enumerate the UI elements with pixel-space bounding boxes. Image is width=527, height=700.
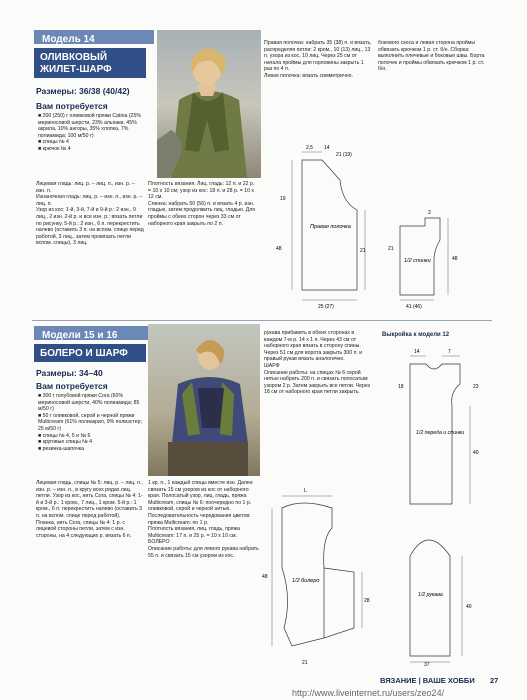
front-dim-left-upper: 19 <box>280 196 286 202</box>
back-dim-height: 48 <box>452 256 458 262</box>
model-14-col2: Плотность вязания. Лиц. гладь: 12 п. и 22 р. = 10 х 10 см; узор из кос: 18 п. и 28 р. = 10 х 12 см. Спинка: набрать 50 (56) п. и вязать 4 р. изн. гладью, затем продолжить лиц. гладью. Для проймы с обеих сторон через 33 см от наборного края закрыть по 2 п. <box>148 181 256 227</box>
pattern-dim-r1: 23 <box>473 384 479 390</box>
model-14-col4: бокового скоса и левая сторона проймы обвязать крючком 1 р. ст. б/н. Сборка: выполнить плечевые и боковые швы. Борта полочек и проймы обвязать крючком 1 р. ст. б/н. <box>378 40 485 73</box>
model-1516-col2: 1 кр. п., 1 каждый спицы вместе изн. Далее связать 15 см узором из кос от наборного края. Полосатый узор, лиц. гладь, пряжа Multicream, спицы № 6: поочередно по 1 р. оливковой, серой и черной нитью. Последовательность чередования цветов: пряжа Multicream: по 1 р. Плотность вязания, лиц. гладь, пряжа Multicream: 17 п. и 25 р. = 10 х 10 см. БОЛЕРО Описание работы: для левого рукава набрать 55 п. и связать 15 см узором из кос. <box>148 480 259 559</box>
bolero-dim-top: L <box>304 488 307 494</box>
pattern-dim-top2: 7 <box>448 349 451 355</box>
footer-magazine: ВЯЗАНИЕ | ВАШЕ ХОББИ <box>380 676 475 685</box>
sleeve-center-label: 1/2 рукава <box>418 592 443 598</box>
model-1516-title: БОЛЕРО И ШАРФ <box>34 344 146 362</box>
bolero-dim-right: 28 <box>364 598 370 604</box>
front-dim-top-mid: 14 <box>324 145 330 151</box>
pattern-dim-height: 40 <box>473 450 479 456</box>
pattern-12-title: Выкройка к модели 12 <box>382 332 450 338</box>
bolero-dim-bottom: 21 <box>302 660 308 666</box>
model-1516-materials: ■ 300 г голубовой пряжи Cora (60% мериносовой шерсти, 40% полиамида; 85 м/50 г) ■ 50 г оливковой, серой и черной пряжи Multicream (61% полиакрил, 9% полиэстер; 25 м/50 г) ■ спицы № 4, 5 и № 6 ■ круговые спицы № 4 ■ резинка-шапочка <box>38 393 142 452</box>
bolero-center-label: 1/2 болеро <box>292 578 320 584</box>
section-divider <box>32 320 492 321</box>
front-dim-top-right: 21 (19) <box>336 152 352 158</box>
front-dim-bottom: 25 (27) <box>318 304 334 310</box>
model-1516-col1: Лицевая гладь, спицы № 5: лиц. р. – лиц. п., изн. р. – изн. п., в кругу всех рядах лиц. петли. Узор из кос, нить Cora, спицы № 4: 1-й и 3-й р.: 1 кром., 7 лиц., 1 кром. 5-й р.: 1 кром., 6 п. перекрестить налево (оставить 3 п. на вспом. спице перед работой). Планка, нить Cora, спицы № 4: 1 р. с лицевой стороны петли, затем с изн. стороны, на 4 следующих р. вязать 6 п. <box>36 480 143 539</box>
model-1516-photo <box>148 324 260 476</box>
model-14-back-diagram <box>380 200 490 310</box>
model-14-col1: Лицевая гладь: лиц. р. – лиц. п., изн. р. – изн. п. Изнаночная гладь: лиц. р. – изн. п., изн. р. – лиц. п. Узор из кос: 1-й, 3-й, 7-й и 9-й р.: 2 изн., 9 лиц., 2 изн. 2-й р. и все изн. р.: вязать петли по рисунку. 5-й р.: 2 изн., 6 п. перекрестить налево (оставить 3 п. на вспом. спице перед работой, 3 лиц., затем провязать петли вспом. спицы), 3 лиц. <box>36 181 144 247</box>
model-14-banner: Модель 14 <box>34 30 154 44</box>
pattern-12-front-diagram <box>380 344 492 514</box>
model-1516-col3: рукава прибавить в обеих сторонах в каждом 7-м р. 14 х 1 п. Через 43 см от наборного края вязать в сторону спины. Через 51 см для ворота закрыть 300 п. и правый рукав вязать аналогично. ШАРФ Описание работы: на спицах № 6 серой нитью набрать 200 п. и связать полосатым узором 2 р. Затем закрыть все петли. Через 18 см от наборного края петли закрыть. <box>264 330 371 396</box>
front-dim-top-left: 2,5 <box>306 145 313 151</box>
front-dim-left: 48 <box>276 246 282 252</box>
model-14-sizes: Размеры: 36/38 (40/42) <box>36 86 130 96</box>
bolero-diagram <box>262 478 374 678</box>
model-14-need-heading: Вам потребуется <box>36 101 108 111</box>
back-center-label: 1/2 спинки <box>404 258 431 264</box>
sleeve-dim-bottom: 37 <box>424 662 430 666</box>
sleeve-dim-height: 40 <box>466 604 472 610</box>
model-14-title: ОЛИВКОВЫЙ ЖИЛЕТ-ШАРФ <box>34 48 146 78</box>
front-dim-right: 21 <box>360 248 366 254</box>
model-14-col3: Правая полочка: набрать 35 (38) п. и вязать, распределяя петли: 2 кром., 10 (13) лиц., 13 п. узора из кос, 10 лиц. Через 25 см от начала проймы для горловины закрыть 1 раз по 4 п. Левая полочка: вязать симметрично. <box>264 40 372 79</box>
footer-page-number: 27 <box>490 676 499 685</box>
model-14-photo <box>157 30 261 178</box>
back-dim-bottom: 41 (46) <box>406 304 422 310</box>
bolero-dim-left: 48 <box>262 574 268 580</box>
back-dim-top: 2 <box>428 210 431 216</box>
model-1516-sizes: Размеры: 34–40 <box>36 368 103 378</box>
pattern-center-label: 1/2 переда и спинки <box>416 430 465 436</box>
model-1516-banner: Модели 15 и 16 <box>34 326 154 340</box>
pattern-dim-top1: 14 <box>414 349 420 355</box>
model-14-front-diagram <box>262 140 372 310</box>
model-1516-need-heading: Вам потребуется <box>36 381 108 391</box>
front-center-label: Правая полочка <box>310 224 351 230</box>
model-14-materials: ■ 200 (250) г оливковой пряжи Catina (25% мериносовой шерсти, 23% альпаки, 45% акрила, 10% ангоры, 35% хлопка, 7% полиамида; 100 м/50 г) ■ спицы № 4 ■ крючок № 4 <box>38 113 141 152</box>
pattern-12-sleeve-diagram <box>380 516 492 666</box>
back-dim-left: 21 <box>388 246 394 252</box>
pattern-dim-r2: 18 <box>398 384 404 390</box>
watermark-url[interactable]: http://www.liveinternet.ru/users/zeo24/ <box>292 688 445 698</box>
